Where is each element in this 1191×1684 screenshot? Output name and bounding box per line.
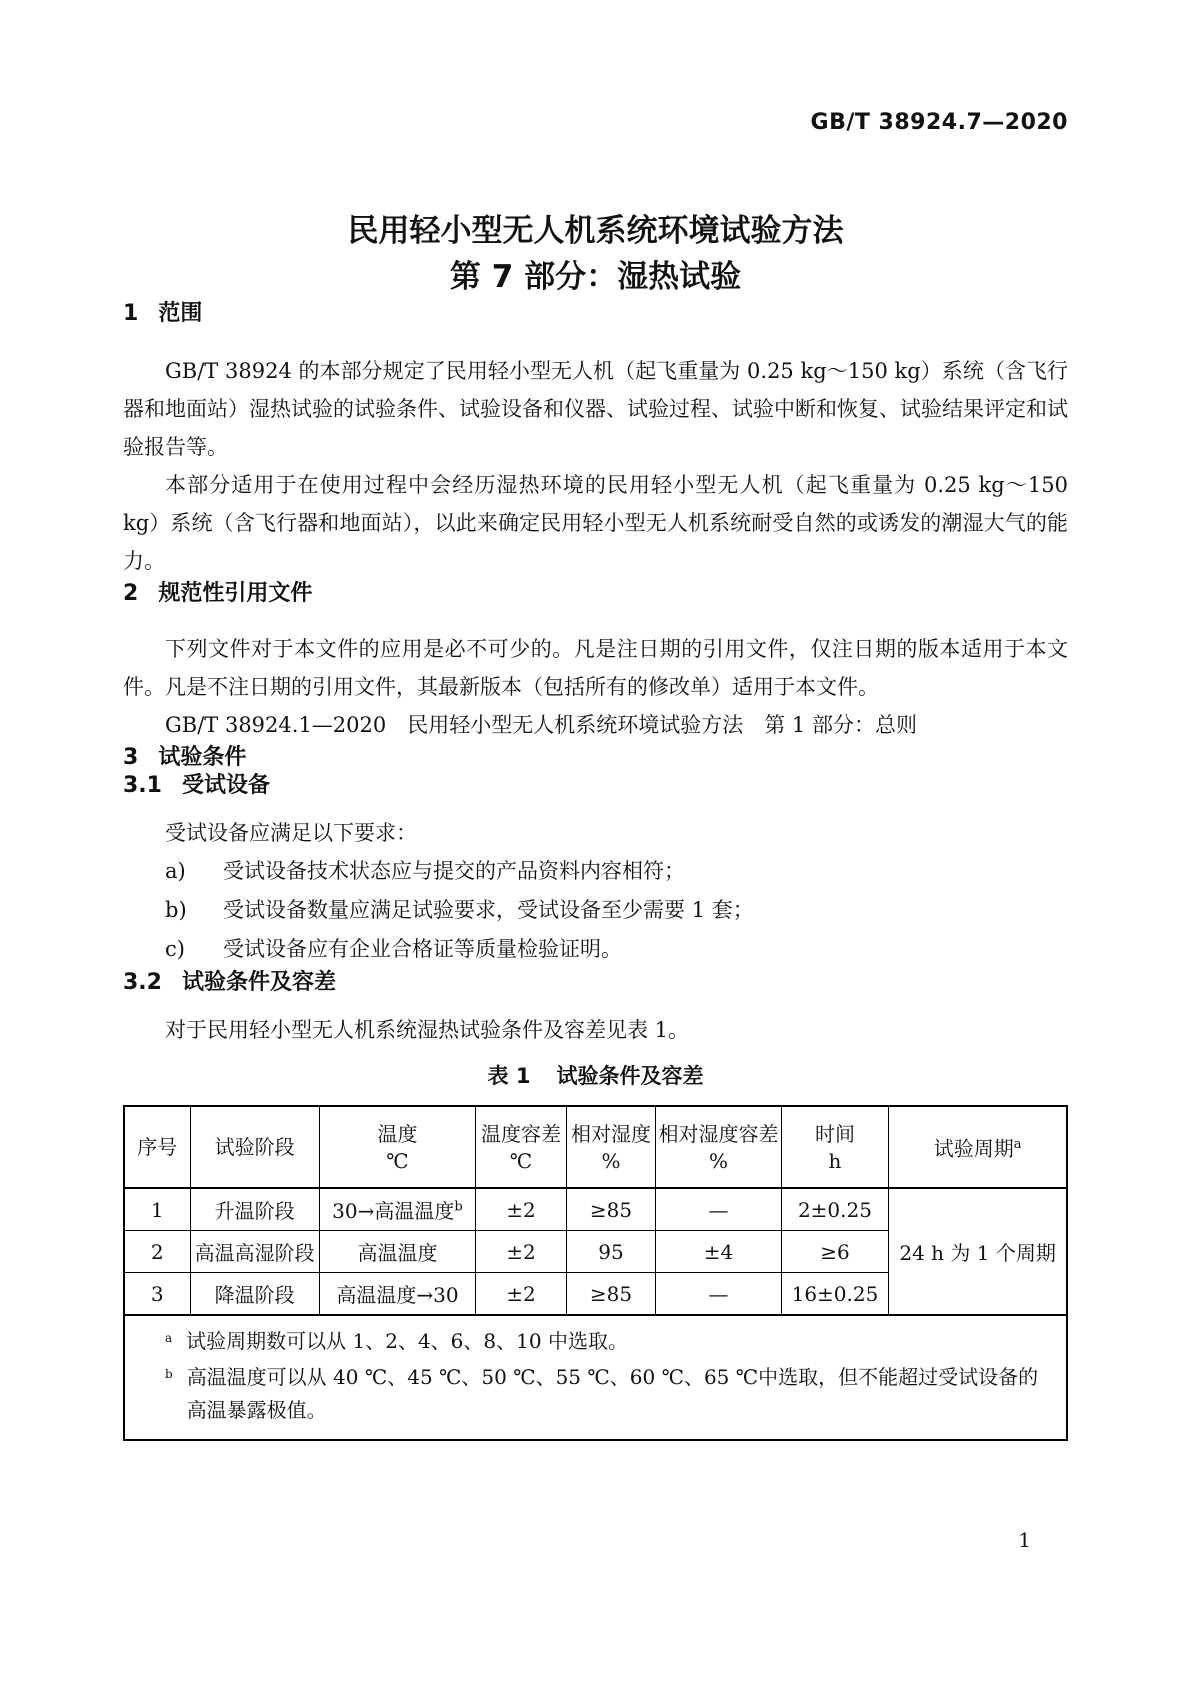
cell-rh-tol: — bbox=[656, 1273, 781, 1316]
list-item bbox=[123, 891, 1068, 930]
list-marker: c) bbox=[165, 937, 185, 961]
section-3-2-title: 试验条件及容差 bbox=[181, 970, 336, 995]
section-2-paragraph-1: 下列文件对于本文件的应用是必不可少的。凡是注日期的引用文件，仅注日期的版本适用于本文件。凡是不注日期的引用文件，其最新版本（包括所有的修改单）适用于本文件。 bbox=[123, 637, 1068, 699]
section-1-title: 范围 bbox=[158, 301, 203, 326]
list-item bbox=[123, 852, 1068, 891]
section-1-heading bbox=[123, 300, 1068, 328]
test-conditions-table bbox=[123, 1105, 1068, 1441]
cell-seq: 2 bbox=[124, 1231, 190, 1273]
list-text: 受试设备应有企业合格证等质量检验证明。 bbox=[223, 937, 622, 961]
requirements-list bbox=[123, 852, 1068, 969]
cell-temp: 高温温度 bbox=[319, 1231, 476, 1273]
cell-rh: ≥85 bbox=[566, 1273, 656, 1316]
cell-stage: 降温阶段 bbox=[190, 1273, 319, 1316]
section-2-number: 2 bbox=[123, 581, 139, 606]
section-3-2-number: 3.2 bbox=[123, 970, 162, 995]
footnote-a bbox=[165, 1325, 1050, 1361]
normative-reference: GB/T 38924.1—2020 民用轻小型无人机系统环境试验方法 第 1 部分：总则 bbox=[165, 713, 917, 737]
section-3-2-heading bbox=[123, 969, 1068, 997]
col-header-temp-tol: 温度容差 ℃ bbox=[476, 1106, 567, 1188]
cell-temp: 高温温度→30 bbox=[319, 1273, 476, 1316]
footnote-b-marker: b bbox=[165, 1367, 173, 1381]
section-1-paragraph-1: GB/T 38924 的本部分规定了民用轻小型无人机（起飞重量为 0.25 kg～150 kg）系统（含飞行器和地面站）湿热试验的试验条件、试验设备和仪器、试验过程、试验中断和恢复、试验结果评定和试验报告等。 bbox=[123, 359, 1068, 459]
table-caption-label: 表 1 bbox=[487, 1064, 531, 1088]
title-line-1: 民用轻小型无人机系统环境试验方法 bbox=[347, 213, 844, 249]
section-3-1-title: 受试设备 bbox=[181, 773, 270, 798]
col-header-cycle: 试验周期$^a$ bbox=[889, 1106, 1067, 1188]
cell-stage: 升温阶段 bbox=[190, 1188, 319, 1231]
section-3-1-heading bbox=[123, 772, 1068, 800]
cell-rh: ≥85 bbox=[566, 1188, 656, 1231]
cell-temp: 30→高温温度$^b$ bbox=[319, 1188, 476, 1231]
list-marker: a) bbox=[165, 859, 186, 883]
col-header-rh: 相对湿度 % bbox=[566, 1106, 656, 1188]
section-1-number: 1 bbox=[123, 301, 139, 326]
cell-rh: 95 bbox=[566, 1231, 656, 1273]
table-caption bbox=[123, 1061, 1068, 1091]
footnote-b bbox=[165, 1361, 1050, 1427]
document-title bbox=[123, 208, 1068, 300]
table-footnotes bbox=[124, 1315, 1067, 1440]
col-header-temp: 温度 ℃ bbox=[319, 1106, 476, 1188]
table-row bbox=[124, 1188, 1067, 1231]
list-marker: b) bbox=[165, 898, 187, 922]
section-2-heading bbox=[123, 580, 1068, 608]
footnote-a-marker: a bbox=[165, 1331, 173, 1345]
cell-stage: 高温高湿阶段 bbox=[190, 1231, 319, 1273]
cell-seq: 1 bbox=[124, 1188, 190, 1231]
section-3-heading bbox=[123, 744, 1068, 772]
cell-time: ≥6 bbox=[781, 1231, 889, 1273]
table-caption-title: 试验条件及容差 bbox=[556, 1064, 704, 1088]
cell-temp-tol: ±2 bbox=[476, 1188, 567, 1231]
cell-temp-tol: ±2 bbox=[476, 1273, 567, 1316]
list-text: 受试设备数量应满足试验要求，受试设备至少需要 1 套； bbox=[223, 898, 754, 922]
section-1-paragraph-2: 本部分适用于在使用过程中会经历湿热环境的民用轻小型无人机（起飞重量为 0.25 kg～150 kg）系统（含飞行器和地面站），以此来确定民用轻小型无人机系统耐受自然的或诱发的潮湿大气的能力。 bbox=[123, 473, 1068, 573]
section-2-title: 规范性引用文件 bbox=[158, 581, 313, 606]
requirements-intro: 受试设备应满足以下要求： bbox=[165, 821, 417, 845]
footnote-a-text: 试验周期数可以从 1、2、4、6、8、10 中选取。 bbox=[186, 1329, 628, 1353]
table-footnote-row bbox=[124, 1315, 1067, 1440]
standard-number: GB/T 38924.7—2020 bbox=[810, 110, 1068, 135]
cell-rh-tol: ±4 bbox=[656, 1231, 781, 1273]
section-3-number: 3 bbox=[123, 745, 139, 770]
cell-time: 16±0.25 bbox=[781, 1273, 889, 1316]
title-line-2: 第 7 部分：湿热试验 bbox=[449, 259, 742, 295]
cell-time: 2±0.25 bbox=[781, 1188, 889, 1231]
cell-cycle-merged: 24 h 为 1 个周期 bbox=[889, 1188, 1067, 1315]
list-item bbox=[123, 930, 1068, 969]
section-3-1-number: 3.1 bbox=[123, 773, 162, 798]
col-header-seq: 序号 bbox=[124, 1106, 190, 1188]
list-text: 受试设备技术状态应与提交的产品资料内容相符； bbox=[223, 859, 685, 883]
col-header-stage: 试验阶段 bbox=[190, 1106, 319, 1188]
footnote-b-text: 高温温度可以从 40 ℃、45 ℃、50 ℃、55 ℃、60 ℃、65 ℃中选取，但不能超过受试设备的高温暴露极值。 bbox=[186, 1365, 1039, 1422]
table-header-row bbox=[124, 1106, 1067, 1188]
cell-temp-tol: ±2 bbox=[476, 1231, 567, 1273]
page-number: 1 bbox=[1018, 1528, 1031, 1552]
table-intro: 对于民用轻小型无人机系统湿热试验条件及容差见表 1。 bbox=[165, 1018, 690, 1042]
col-header-time: 时间 h bbox=[781, 1106, 889, 1188]
section-3-title: 试验条件 bbox=[158, 745, 247, 770]
cell-seq: 3 bbox=[124, 1273, 190, 1316]
col-header-rh-tol: 相对湿度容差 % bbox=[656, 1106, 781, 1188]
cell-rh-tol: — bbox=[656, 1188, 781, 1231]
